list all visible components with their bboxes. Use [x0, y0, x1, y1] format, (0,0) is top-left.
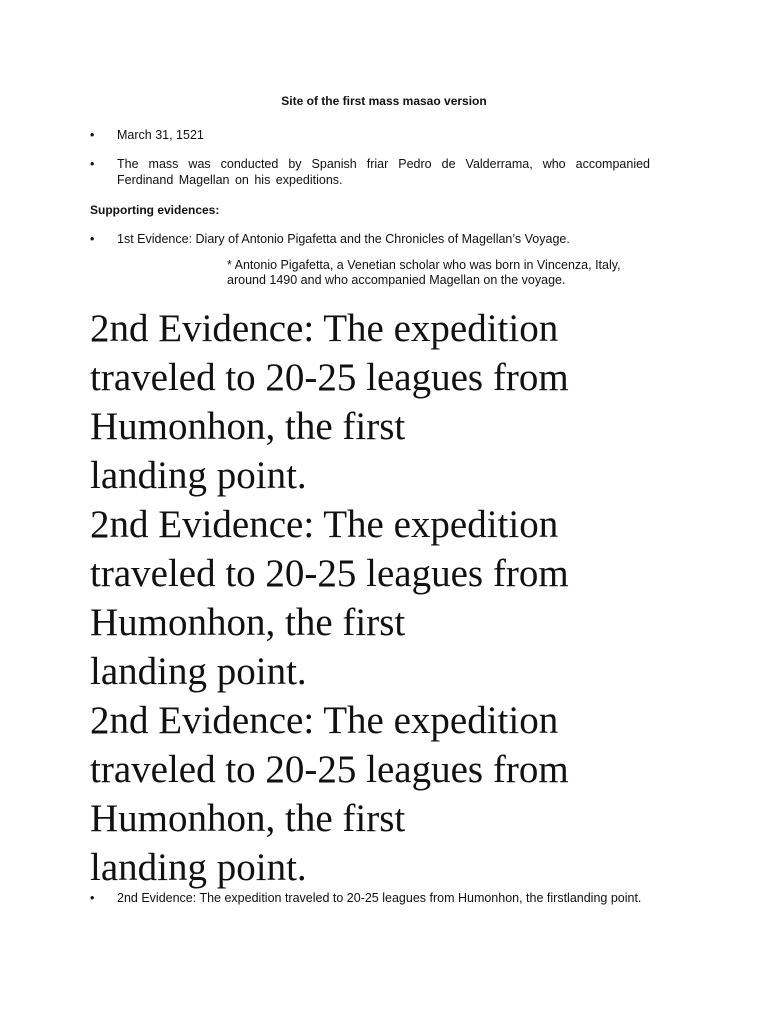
- pigafetta-note: [227, 258, 657, 288]
- bullet-text: 1st Evidence: Diary of Antonio Pigafetta and the Chronicles of Magellan’s Voyage.: [117, 232, 570, 246]
- bullet-text: The mass was conducted by Spanish friar Pedro de Valderrama, who accompanied Ferdinand Magellan on his expeditions.: [117, 157, 650, 187]
- large-text-line: landing point.: [90, 846, 307, 889]
- large-evidence-repeat: [90, 696, 730, 892]
- large-text-line: landing point.: [90, 454, 307, 497]
- bullet-item-first-evidence: [90, 231, 650, 247]
- large-text-line: 2nd Evidence: The expedition: [90, 307, 559, 350]
- bullet-marker: •: [90, 232, 95, 246]
- large-text-line: traveled to 20-25 leagues from: [90, 748, 569, 791]
- large-text-line: traveled to 20-25 leagues from: [90, 356, 569, 399]
- large-evidence-repeat: [90, 500, 730, 696]
- large-text-line: 2nd Evidence: The expedition: [90, 503, 559, 546]
- large-evidence-text: [90, 304, 730, 892]
- note-line: around 1490 and who accompanied Magellan on the voyage.: [227, 273, 566, 287]
- large-text-line: Humonhon, the first: [90, 601, 406, 644]
- bullet-marker: •: [90, 891, 95, 905]
- bullet-text: March 31, 1521: [117, 128, 204, 142]
- large-text-line: Humonhon, the first: [90, 405, 406, 448]
- large-evidence-repeat: [90, 304, 730, 500]
- bullet-item-mass: [90, 156, 650, 188]
- supporting-evidences-heading: Supporting evidences:: [90, 203, 220, 217]
- large-text-line: traveled to 20-25 leagues from: [90, 552, 569, 595]
- bullet-item-second-evidence: [90, 890, 690, 906]
- bullet-item-date: [90, 127, 650, 143]
- bullet-marker: •: [90, 157, 95, 171]
- bullet-marker: •: [90, 128, 95, 142]
- note-line: * Antonio Pigafetta, a Venetian scholar who was born in Vincenza, Italy,: [227, 258, 621, 272]
- large-text-line: 2nd Evidence: The expedition: [90, 699, 559, 742]
- large-text-line: Humonhon, the first: [90, 797, 406, 840]
- large-text-line: landing point.: [90, 650, 307, 693]
- document-title: Site of the first mass masao version: [281, 94, 487, 108]
- bullet-text: 2nd Evidence: The expedition traveled to 20-25 leagues from Humonhon, the firstlanding point.: [117, 891, 642, 905]
